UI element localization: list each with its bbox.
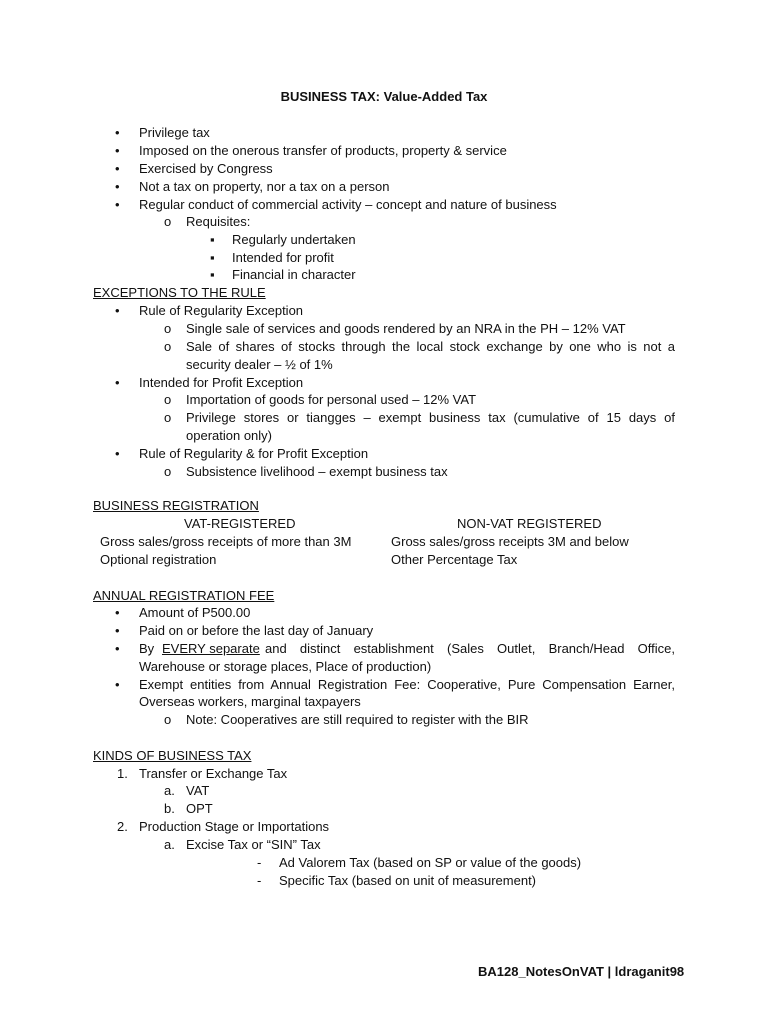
bullet-icon: • [115, 125, 120, 140]
kind-subitem: Excise Tax or “SIN” Tax [186, 837, 321, 852]
requisite-item: Intended for profit [232, 250, 334, 265]
kind-subsubitem: Ad Valorem Tax (based on SP or value of the goods) [279, 855, 582, 870]
square-bullet-icon: ▪ [210, 232, 215, 247]
column-header-nonvat: NON-VAT REGISTERED [457, 516, 602, 531]
circle-bullet-icon: o [164, 339, 172, 354]
section-heading-registration: BUSINESS REGISTRATION [93, 498, 259, 513]
intro-item: Not a tax on property, nor a tax on a person [139, 179, 390, 194]
exception-item: Intended for Profit Exception [139, 375, 304, 390]
list-letter: a. [164, 837, 175, 852]
column-header-vat: VAT-REGISTERED [184, 516, 296, 531]
bullet-icon: • [115, 375, 120, 390]
intro-item: Imposed on the onerous transfer of products, property & service [139, 143, 507, 158]
vat-row: Optional registration [100, 552, 217, 567]
bullet-icon: • [115, 197, 120, 212]
bullet-icon: • [115, 605, 120, 620]
section-heading-fee: ANNUAL REGISTRATION FEE [93, 588, 275, 603]
bullet-icon: • [115, 179, 120, 194]
section-heading-exceptions: EXCEPTIONS TO THE RULE [93, 285, 266, 300]
exception-subitem: Importation of goods for personal used – 12% VAT [186, 392, 477, 407]
fee-item: Paid on or before the last day of January [139, 623, 374, 638]
fee-item-cont: Overseas workers, marginal taxpayers [139, 694, 361, 709]
list-letter: a. [164, 783, 175, 798]
bullet-icon: • [115, 446, 120, 461]
dash-icon: - [257, 873, 262, 888]
intro-item: Exercised by Congress [139, 161, 273, 176]
requisites-label: Requisites: [186, 214, 251, 229]
exception-subitem-cont: operation only) [186, 428, 272, 443]
square-bullet-icon: ▪ [210, 267, 215, 282]
fee-item-cont: Warehouse or storage places, Place of production) [139, 659, 432, 674]
exception-subitem: Privilege stores or tiangges – exempt business tax (cumulative of 15 days of [186, 410, 675, 425]
fee-item: Amount of P500.00 [139, 605, 251, 620]
kind-subitem: OPT [186, 801, 213, 816]
nonvat-row: Gross sales/gross receipts 3M and below [391, 534, 629, 549]
exception-subitem: Subsistence livelihood – exempt business tax [186, 464, 448, 479]
circle-bullet-icon: o [164, 321, 172, 336]
list-letter: b. [164, 801, 175, 816]
kind-subitem: VAT [186, 783, 210, 798]
circle-bullet-icon: o [164, 392, 172, 407]
exception-item: Rule of Regularity Exception [139, 303, 304, 318]
page-title: BUSINESS TAX: Value-Added Tax [280, 89, 488, 104]
circle-bullet-icon: o [164, 464, 172, 479]
kind-item: Transfer or Exchange Tax [139, 766, 288, 781]
fee-item-rest: and distinct establishment (Sales Outlet, Branch/Head Office, [265, 641, 675, 656]
bullet-icon: • [115, 677, 120, 692]
fee-item: Exempt entities from Annual Registration Fee: Cooperative, Pure Compensation Earner, [139, 677, 675, 692]
bullet-icon: • [115, 641, 120, 656]
bullet-icon: • [115, 161, 120, 176]
section-heading-kinds: KINDS OF BUSINESS TAX [93, 748, 252, 763]
intro-item: Regular conduct of commercial activity – concept and nature of business [139, 197, 557, 212]
vat-row: Gross sales/gross receipts of more than 3M [100, 534, 352, 549]
intro-item: Privilege tax [139, 125, 210, 140]
circle-bullet-icon: o [164, 712, 172, 727]
fee-item-by: By [139, 641, 155, 656]
dash-icon: - [257, 855, 262, 870]
kind-subsubitem: Specific Tax (based on unit of measurement) [279, 873, 537, 888]
exception-item: Rule of Regularity & for Profit Exception [139, 446, 369, 461]
nonvat-row: Other Percentage Tax [391, 552, 518, 567]
exception-subitem-cont: security dealer – ½ of 1% [186, 357, 333, 372]
requisite-item: Financial in character [232, 267, 356, 282]
fee-note: Note: Cooperatives are still required to register with the BIR [186, 712, 529, 727]
circle-bullet-icon: o [164, 214, 172, 229]
bullet-icon: • [115, 143, 120, 158]
list-number: 2. [117, 819, 128, 834]
exception-subitem: Single sale of services and goods rendered by an NRA in the PH – 12% VAT [186, 321, 626, 336]
kind-item: Production Stage or Importations [139, 819, 330, 834]
page-footer: BA128_NotesOnVAT | ldraganit98 [478, 964, 685, 979]
circle-bullet-icon: o [164, 410, 172, 425]
list-number: 1. [117, 766, 128, 781]
bullet-icon: • [115, 303, 120, 318]
bullet-icon: • [115, 623, 120, 638]
requisite-item: Regularly undertaken [232, 232, 356, 247]
fee-item-emphasis: EVERY separate [162, 641, 260, 656]
exception-subitem: Sale of shares of stocks through the local stock exchange by one who is not a [186, 339, 675, 354]
square-bullet-icon: ▪ [210, 250, 215, 265]
